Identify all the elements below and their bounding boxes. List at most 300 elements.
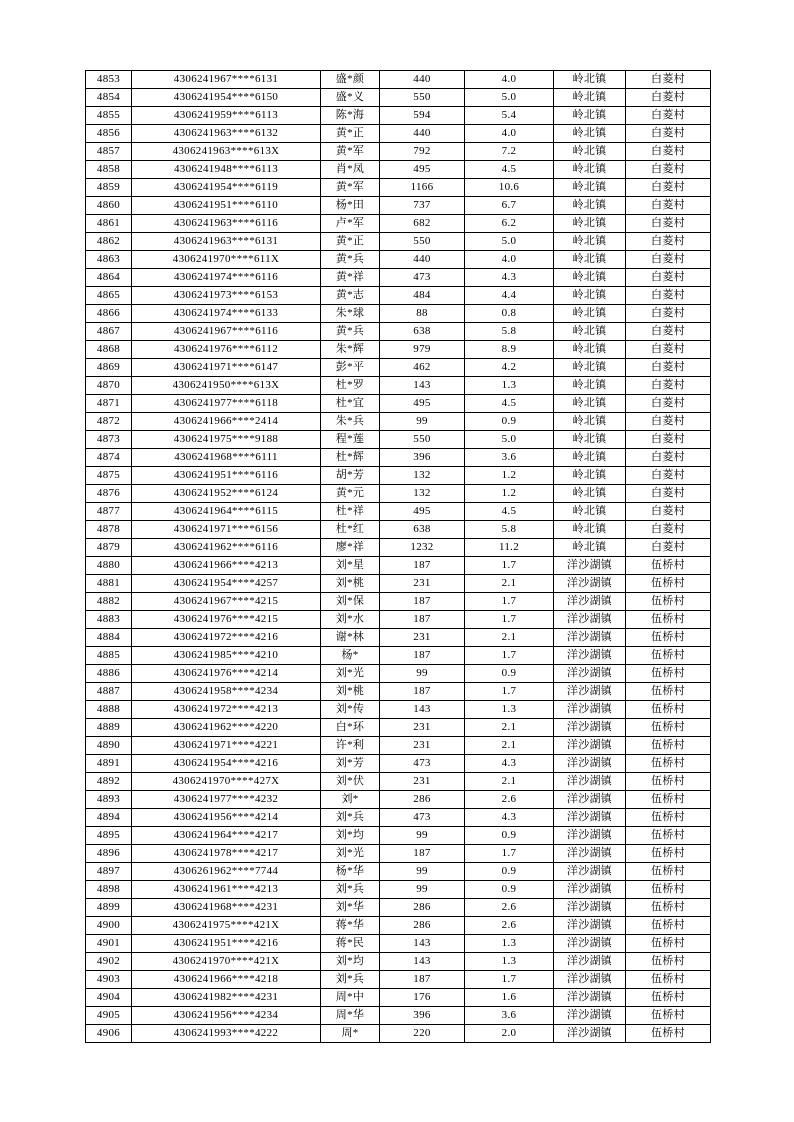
name-cell: 蒋*民 xyxy=(321,935,380,953)
town-cell: 岭北镇 xyxy=(554,395,626,413)
id-cell: 4306241982****4231 xyxy=(132,989,321,1007)
table-row xyxy=(86,791,711,809)
village-cell: 伍桥村 xyxy=(626,755,711,773)
table-row xyxy=(86,125,711,143)
seq-cell: 4868 xyxy=(86,341,132,359)
town-cell: 岭北镇 xyxy=(554,377,626,395)
amount-cell: 231 xyxy=(380,773,465,791)
name-cell: 刘*水 xyxy=(321,611,380,629)
id-cell: 4306241977****6118 xyxy=(132,395,321,413)
area-cell: 4.0 xyxy=(465,71,554,89)
area-cell: 1.3 xyxy=(465,701,554,719)
table-row xyxy=(86,107,711,125)
id-cell: 4306241954****6119 xyxy=(132,179,321,197)
amount-cell: 220 xyxy=(380,1025,465,1043)
id-cell: 4306241963****6131 xyxy=(132,233,321,251)
table-row xyxy=(86,71,711,89)
area-cell: 0.9 xyxy=(465,665,554,683)
village-cell: 白菱村 xyxy=(626,521,711,539)
area-cell: 5.0 xyxy=(465,431,554,449)
town-cell: 岭北镇 xyxy=(554,341,626,359)
seq-cell: 4898 xyxy=(86,881,132,899)
town-cell: 洋沙湖镇 xyxy=(554,611,626,629)
amount-cell: 682 xyxy=(380,215,465,233)
table-row xyxy=(86,341,711,359)
id-cell: 4306241978****4217 xyxy=(132,845,321,863)
village-cell: 伍桥村 xyxy=(626,575,711,593)
table-row xyxy=(86,143,711,161)
table-row xyxy=(86,305,711,323)
amount-cell: 132 xyxy=(380,467,465,485)
town-cell: 岭北镇 xyxy=(554,179,626,197)
seq-cell: 4904 xyxy=(86,989,132,1007)
seq-cell: 4900 xyxy=(86,917,132,935)
seq-cell: 4883 xyxy=(86,611,132,629)
seq-cell: 4871 xyxy=(86,395,132,413)
area-cell: 5.0 xyxy=(465,233,554,251)
name-cell: 刘*华 xyxy=(321,899,380,917)
amount-cell: 594 xyxy=(380,107,465,125)
table-row xyxy=(86,287,711,305)
seq-cell: 4878 xyxy=(86,521,132,539)
seq-cell: 4875 xyxy=(86,467,132,485)
id-cell: 4306241970****611X xyxy=(132,251,321,269)
amount-cell: 187 xyxy=(380,845,465,863)
id-cell: 4306241951****4216 xyxy=(132,935,321,953)
name-cell: 朱*球 xyxy=(321,305,380,323)
town-cell: 洋沙湖镇 xyxy=(554,575,626,593)
area-cell: 1.7 xyxy=(465,845,554,863)
area-cell: 11.2 xyxy=(465,539,554,557)
town-cell: 洋沙湖镇 xyxy=(554,845,626,863)
amount-cell: 792 xyxy=(380,143,465,161)
area-cell: 1.7 xyxy=(465,647,554,665)
area-cell: 2.1 xyxy=(465,773,554,791)
name-cell: 程*莲 xyxy=(321,431,380,449)
name-cell: 胡*芳 xyxy=(321,467,380,485)
seq-cell: 4876 xyxy=(86,485,132,503)
area-cell: 0.9 xyxy=(465,413,554,431)
seq-cell: 4858 xyxy=(86,161,132,179)
town-cell: 岭北镇 xyxy=(554,503,626,521)
name-cell: 陈*海 xyxy=(321,107,380,125)
area-cell: 4.5 xyxy=(465,395,554,413)
area-cell: 1.7 xyxy=(465,683,554,701)
town-cell: 岭北镇 xyxy=(554,89,626,107)
name-cell: 周*中 xyxy=(321,989,380,1007)
seq-cell: 4901 xyxy=(86,935,132,953)
id-cell: 4306241973****6153 xyxy=(132,287,321,305)
table-row xyxy=(86,197,711,215)
table-row xyxy=(86,485,711,503)
id-cell: 4306241962****4220 xyxy=(132,719,321,737)
table-row xyxy=(86,215,711,233)
village-cell: 伍桥村 xyxy=(626,701,711,719)
amount-cell: 99 xyxy=(380,827,465,845)
amount-cell: 396 xyxy=(380,1007,465,1025)
id-cell: 4306241956****4234 xyxy=(132,1007,321,1025)
amount-cell: 1166 xyxy=(380,179,465,197)
table-row xyxy=(86,701,711,719)
seq-cell: 4866 xyxy=(86,305,132,323)
town-cell: 岭北镇 xyxy=(554,467,626,485)
village-cell: 伍桥村 xyxy=(626,557,711,575)
town-cell: 岭北镇 xyxy=(554,197,626,215)
town-cell: 岭北镇 xyxy=(554,305,626,323)
amount-cell: 99 xyxy=(380,665,465,683)
name-cell: 白*环 xyxy=(321,719,380,737)
table-row xyxy=(86,557,711,575)
area-cell: 1.3 xyxy=(465,935,554,953)
table-row xyxy=(86,1025,711,1043)
name-cell: 刘* xyxy=(321,791,380,809)
seq-cell: 4874 xyxy=(86,449,132,467)
town-cell: 洋沙湖镇 xyxy=(554,953,626,971)
town-cell: 岭北镇 xyxy=(554,539,626,557)
name-cell: 谢*林 xyxy=(321,629,380,647)
town-cell: 岭北镇 xyxy=(554,143,626,161)
name-cell: 许*利 xyxy=(321,737,380,755)
table-row xyxy=(86,629,711,647)
village-cell: 白菱村 xyxy=(626,359,711,377)
town-cell: 洋沙湖镇 xyxy=(554,593,626,611)
village-cell: 伍桥村 xyxy=(626,611,711,629)
town-cell: 岭北镇 xyxy=(554,107,626,125)
area-cell: 2.1 xyxy=(465,737,554,755)
area-cell: 4.0 xyxy=(465,251,554,269)
table-row xyxy=(86,845,711,863)
id-cell: 4306241958****4234 xyxy=(132,683,321,701)
town-cell: 洋沙湖镇 xyxy=(554,827,626,845)
village-cell: 伍桥村 xyxy=(626,647,711,665)
village-cell: 白菱村 xyxy=(626,305,711,323)
id-cell: 4306241951****6110 xyxy=(132,197,321,215)
village-cell: 白菱村 xyxy=(626,341,711,359)
id-cell: 4306241985****4210 xyxy=(132,647,321,665)
village-cell: 白菱村 xyxy=(626,377,711,395)
amount-cell: 187 xyxy=(380,647,465,665)
village-cell: 白菱村 xyxy=(626,467,711,485)
name-cell: 周* xyxy=(321,1025,380,1043)
amount-cell: 143 xyxy=(380,377,465,395)
table-row xyxy=(86,467,711,485)
village-cell: 伍桥村 xyxy=(626,971,711,989)
town-cell: 岭北镇 xyxy=(554,215,626,233)
name-cell: 黄*正 xyxy=(321,233,380,251)
amount-cell: 638 xyxy=(380,521,465,539)
amount-cell: 231 xyxy=(380,575,465,593)
table-row xyxy=(86,809,711,827)
name-cell: 黄*军 xyxy=(321,143,380,161)
seq-cell: 4880 xyxy=(86,557,132,575)
area-cell: 2.1 xyxy=(465,575,554,593)
amount-cell: 88 xyxy=(380,305,465,323)
village-cell: 伍桥村 xyxy=(626,935,711,953)
area-cell: 0.8 xyxy=(465,305,554,323)
name-cell: 杜*宜 xyxy=(321,395,380,413)
id-cell: 4306241976****4214 xyxy=(132,665,321,683)
village-cell: 白菱村 xyxy=(626,179,711,197)
seq-cell: 4869 xyxy=(86,359,132,377)
area-cell: 2.6 xyxy=(465,899,554,917)
area-cell: 2.0 xyxy=(465,1025,554,1043)
town-cell: 岭北镇 xyxy=(554,71,626,89)
amount-cell: 99 xyxy=(380,863,465,881)
seq-cell: 4853 xyxy=(86,71,132,89)
area-cell: 4.3 xyxy=(465,809,554,827)
town-cell: 洋沙湖镇 xyxy=(554,917,626,935)
village-cell: 白菱村 xyxy=(626,125,711,143)
amount-cell: 484 xyxy=(380,287,465,305)
id-cell: 4306241972****4213 xyxy=(132,701,321,719)
seq-cell: 4888 xyxy=(86,701,132,719)
table-row xyxy=(86,251,711,269)
table-row xyxy=(86,269,711,287)
village-cell: 伍桥村 xyxy=(626,665,711,683)
town-cell: 岭北镇 xyxy=(554,485,626,503)
amount-cell: 286 xyxy=(380,917,465,935)
table-row xyxy=(86,863,711,881)
village-cell: 白菱村 xyxy=(626,233,711,251)
id-cell: 4306241954****4216 xyxy=(132,755,321,773)
town-cell: 洋沙湖镇 xyxy=(554,755,626,773)
name-cell: 朱*辉 xyxy=(321,341,380,359)
seq-cell: 4884 xyxy=(86,629,132,647)
town-cell: 岭北镇 xyxy=(554,125,626,143)
amount-cell: 473 xyxy=(380,755,465,773)
seq-cell: 4864 xyxy=(86,269,132,287)
town-cell: 洋沙湖镇 xyxy=(554,683,626,701)
table-row xyxy=(86,737,711,755)
id-cell: 4306241959****6113 xyxy=(132,107,321,125)
name-cell: 刘*保 xyxy=(321,593,380,611)
town-cell: 洋沙湖镇 xyxy=(554,737,626,755)
name-cell: 肖*凤 xyxy=(321,161,380,179)
village-cell: 伍桥村 xyxy=(626,845,711,863)
village-cell: 白菱村 xyxy=(626,107,711,125)
village-cell: 白菱村 xyxy=(626,215,711,233)
id-cell: 4306241956****4214 xyxy=(132,809,321,827)
id-cell: 4306241964****6115 xyxy=(132,503,321,521)
name-cell: 刘*桃 xyxy=(321,575,380,593)
table-row xyxy=(86,503,711,521)
seq-cell: 4891 xyxy=(86,755,132,773)
seq-cell: 4861 xyxy=(86,215,132,233)
area-cell: 2.6 xyxy=(465,791,554,809)
id-cell: 4306241970****421X xyxy=(132,953,321,971)
seq-cell: 4856 xyxy=(86,125,132,143)
town-cell: 洋沙湖镇 xyxy=(554,935,626,953)
town-cell: 洋沙湖镇 xyxy=(554,773,626,791)
table-row xyxy=(86,377,711,395)
village-cell: 伍桥村 xyxy=(626,953,711,971)
seq-cell: 4895 xyxy=(86,827,132,845)
id-cell: 4306241966****4218 xyxy=(132,971,321,989)
village-cell: 白菱村 xyxy=(626,413,711,431)
amount-cell: 187 xyxy=(380,683,465,701)
table-row xyxy=(86,89,711,107)
area-cell: 10.6 xyxy=(465,179,554,197)
amount-cell: 132 xyxy=(380,485,465,503)
area-cell: 1.3 xyxy=(465,953,554,971)
name-cell: 黄*正 xyxy=(321,125,380,143)
village-cell: 伍桥村 xyxy=(626,593,711,611)
id-cell: 4306241971****6147 xyxy=(132,359,321,377)
seq-cell: 4865 xyxy=(86,287,132,305)
amount-cell: 495 xyxy=(380,161,465,179)
seq-cell: 4881 xyxy=(86,575,132,593)
id-cell: 4306241970****427X xyxy=(132,773,321,791)
village-cell: 白菱村 xyxy=(626,395,711,413)
town-cell: 岭北镇 xyxy=(554,323,626,341)
table-row xyxy=(86,773,711,791)
amount-cell: 99 xyxy=(380,413,465,431)
name-cell: 刘*星 xyxy=(321,557,380,575)
seq-cell: 4905 xyxy=(86,1007,132,1025)
name-cell: 刘*兵 xyxy=(321,809,380,827)
amount-cell: 187 xyxy=(380,593,465,611)
area-cell: 5.4 xyxy=(465,107,554,125)
table-row xyxy=(86,539,711,557)
village-cell: 伍桥村 xyxy=(626,791,711,809)
amount-cell: 737 xyxy=(380,197,465,215)
seq-cell: 4859 xyxy=(86,179,132,197)
village-cell: 白菱村 xyxy=(626,431,711,449)
village-cell: 白菱村 xyxy=(626,485,711,503)
town-cell: 岭北镇 xyxy=(554,449,626,467)
id-cell: 4306261962****7744 xyxy=(132,863,321,881)
seq-cell: 4870 xyxy=(86,377,132,395)
amount-cell: 143 xyxy=(380,701,465,719)
name-cell: 黄*军 xyxy=(321,179,380,197)
area-cell: 6.7 xyxy=(465,197,554,215)
seq-cell: 4903 xyxy=(86,971,132,989)
amount-cell: 396 xyxy=(380,449,465,467)
id-cell: 4306241954****4257 xyxy=(132,575,321,593)
id-cell: 4306241948****6113 xyxy=(132,161,321,179)
id-cell: 4306241968****6111 xyxy=(132,449,321,467)
amount-cell: 440 xyxy=(380,71,465,89)
town-cell: 洋沙湖镇 xyxy=(554,557,626,575)
village-cell: 伍桥村 xyxy=(626,881,711,899)
town-cell: 岭北镇 xyxy=(554,161,626,179)
id-cell: 4306241954****6150 xyxy=(132,89,321,107)
town-cell: 岭北镇 xyxy=(554,251,626,269)
village-cell: 伍桥村 xyxy=(626,737,711,755)
village-cell: 伍桥村 xyxy=(626,917,711,935)
amount-cell: 286 xyxy=(380,791,465,809)
village-cell: 白菱村 xyxy=(626,449,711,467)
amount-cell: 550 xyxy=(380,233,465,251)
amount-cell: 187 xyxy=(380,971,465,989)
id-cell: 4306241963****6132 xyxy=(132,125,321,143)
table-row xyxy=(86,413,711,431)
name-cell: 杨*华 xyxy=(321,863,380,881)
village-cell: 伍桥村 xyxy=(626,773,711,791)
id-cell: 4306241967****4215 xyxy=(132,593,321,611)
table-row xyxy=(86,647,711,665)
area-cell: 0.9 xyxy=(465,881,554,899)
seq-cell: 4897 xyxy=(86,863,132,881)
village-cell: 白菱村 xyxy=(626,89,711,107)
table-row xyxy=(86,755,711,773)
town-cell: 洋沙湖镇 xyxy=(554,809,626,827)
seq-cell: 4867 xyxy=(86,323,132,341)
seq-cell: 4860 xyxy=(86,197,132,215)
table-row xyxy=(86,989,711,1007)
seq-cell: 4879 xyxy=(86,539,132,557)
area-cell: 1.3 xyxy=(465,377,554,395)
table-body xyxy=(86,71,711,1043)
table-row xyxy=(86,827,711,845)
name-cell: 卢*军 xyxy=(321,215,380,233)
amount-cell: 473 xyxy=(380,809,465,827)
name-cell: 刘*光 xyxy=(321,665,380,683)
id-cell: 4306241963****6116 xyxy=(132,215,321,233)
beneficiary-table xyxy=(85,70,711,1043)
table-row xyxy=(86,359,711,377)
village-cell: 白菱村 xyxy=(626,251,711,269)
name-cell: 刘*光 xyxy=(321,845,380,863)
town-cell: 岭北镇 xyxy=(554,269,626,287)
id-cell: 4306241974****6116 xyxy=(132,269,321,287)
town-cell: 洋沙湖镇 xyxy=(554,899,626,917)
area-cell: 1.2 xyxy=(465,485,554,503)
amount-cell: 286 xyxy=(380,899,465,917)
area-cell: 6.2 xyxy=(465,215,554,233)
table-row xyxy=(86,233,711,251)
town-cell: 洋沙湖镇 xyxy=(554,665,626,683)
area-cell: 4.3 xyxy=(465,755,554,773)
table-row xyxy=(86,611,711,629)
amount-cell: 1232 xyxy=(380,539,465,557)
town-cell: 洋沙湖镇 xyxy=(554,1025,626,1043)
area-cell: 4.4 xyxy=(465,287,554,305)
id-cell: 4306241993****4222 xyxy=(132,1025,321,1043)
town-cell: 洋沙湖镇 xyxy=(554,971,626,989)
id-cell: 4306241974****6133 xyxy=(132,305,321,323)
id-cell: 4306241967****6131 xyxy=(132,71,321,89)
village-cell: 白菱村 xyxy=(626,503,711,521)
id-cell: 4306241963****613X xyxy=(132,143,321,161)
table-row xyxy=(86,161,711,179)
id-cell: 4306241950****613X xyxy=(132,377,321,395)
area-cell: 1.2 xyxy=(465,467,554,485)
village-cell: 白菱村 xyxy=(626,323,711,341)
amount-cell: 979 xyxy=(380,341,465,359)
town-cell: 洋沙湖镇 xyxy=(554,1007,626,1025)
area-cell: 4.5 xyxy=(465,503,554,521)
id-cell: 4306241976****6112 xyxy=(132,341,321,359)
name-cell: 刘*均 xyxy=(321,827,380,845)
seq-cell: 4857 xyxy=(86,143,132,161)
area-cell: 0.9 xyxy=(465,863,554,881)
id-cell: 4306241966****2414 xyxy=(132,413,321,431)
amount-cell: 495 xyxy=(380,503,465,521)
amount-cell: 187 xyxy=(380,611,465,629)
id-cell: 4306241964****4217 xyxy=(132,827,321,845)
village-cell: 伍桥村 xyxy=(626,827,711,845)
town-cell: 岭北镇 xyxy=(554,359,626,377)
table-row xyxy=(86,395,711,413)
name-cell: 刘*传 xyxy=(321,701,380,719)
id-cell: 4306241968****4231 xyxy=(132,899,321,917)
area-cell: 4.3 xyxy=(465,269,554,287)
amount-cell: 473 xyxy=(380,269,465,287)
amount-cell: 231 xyxy=(380,737,465,755)
amount-cell: 462 xyxy=(380,359,465,377)
seq-cell: 4889 xyxy=(86,719,132,737)
